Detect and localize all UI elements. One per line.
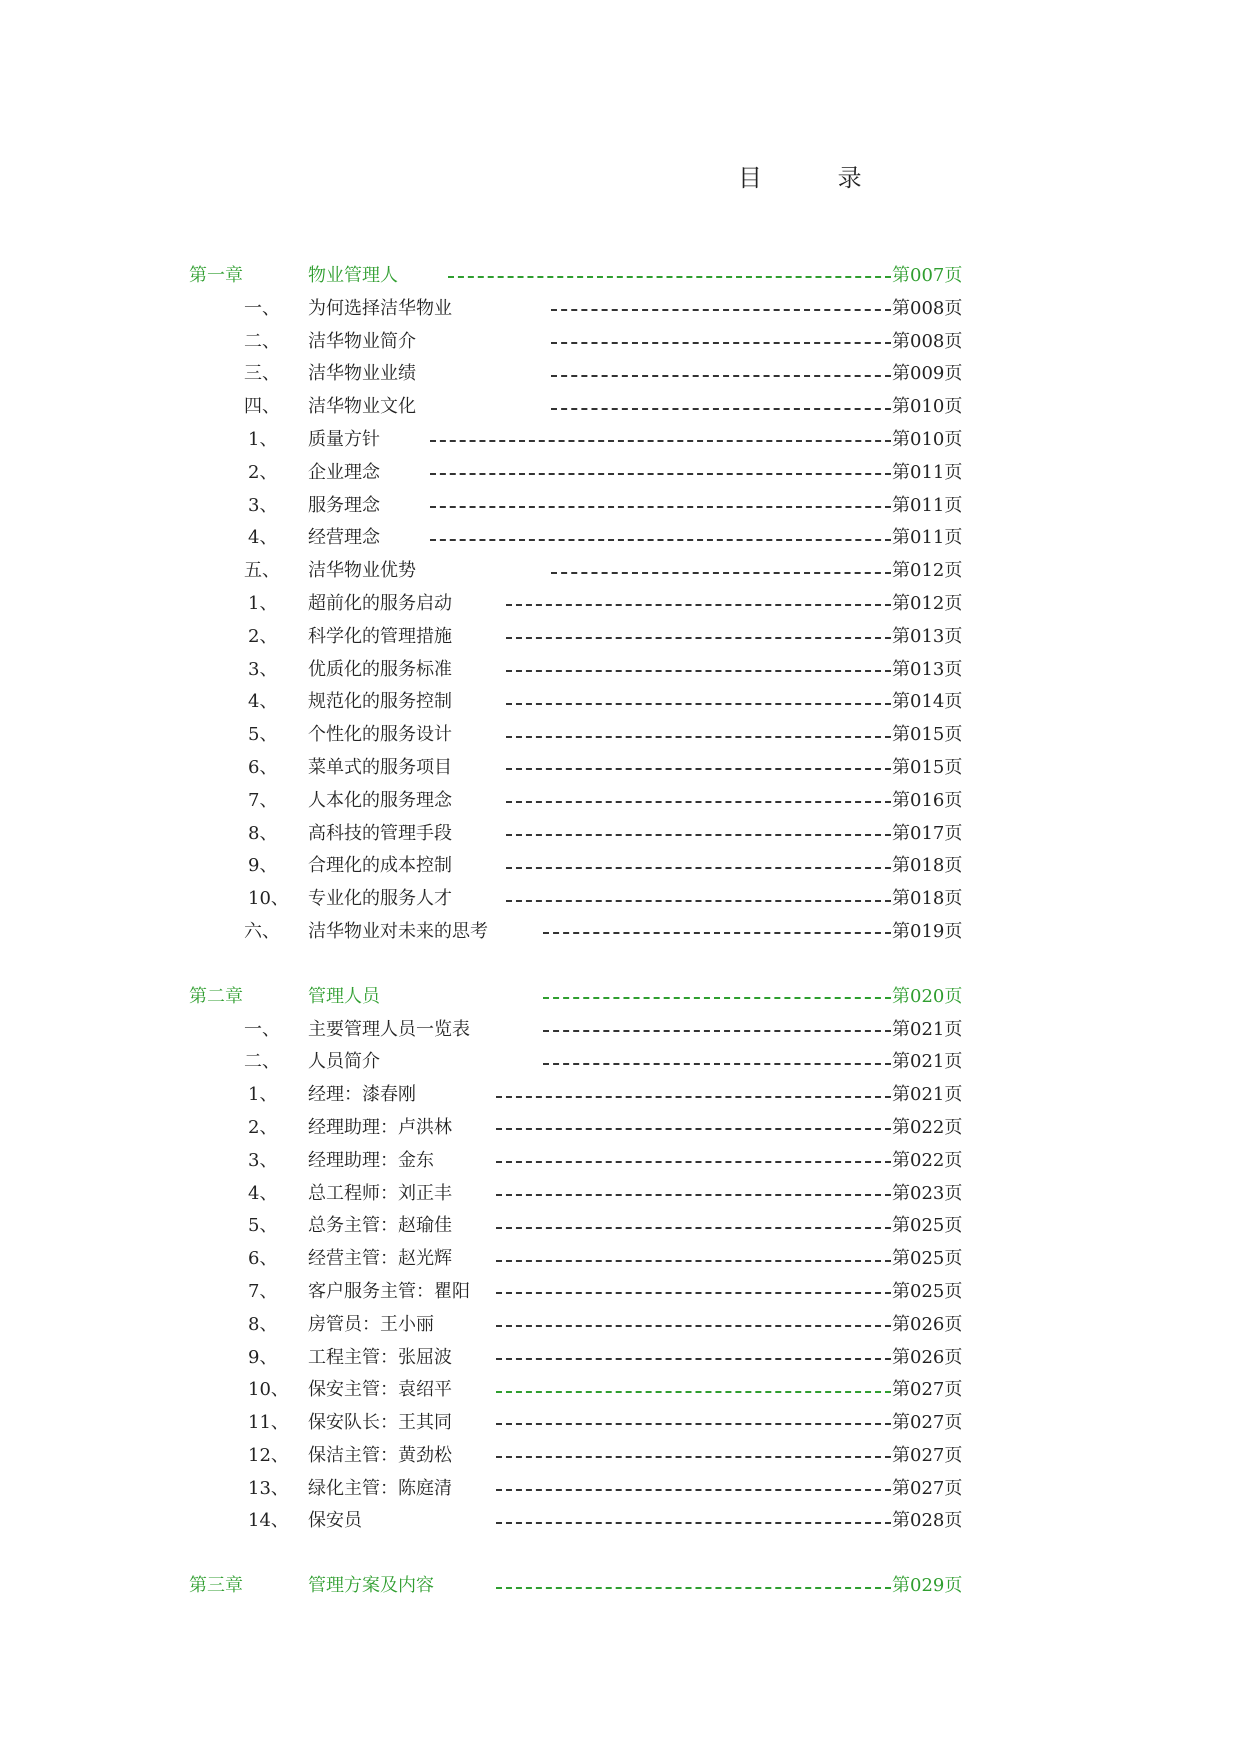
toc-entry-row[interactable] (0, 1309, 1241, 1342)
toc-entry-page: 第017页 (892, 822, 963, 844)
toc-dot-leader (551, 572, 891, 574)
toc-entry-number: 四、 (244, 396, 280, 418)
toc-entry-page: 第025页 (892, 1280, 963, 1302)
toc-entry-row[interactable] (0, 555, 1241, 588)
toc-entry-page: 第018页 (892, 855, 963, 877)
toc-entry-number: 3、 (248, 494, 278, 516)
toc-entry-page: 第027页 (892, 1412, 963, 1434)
toc-entry-number: 5、 (248, 1215, 278, 1237)
toc-entry-page: 第025页 (892, 1248, 963, 1270)
toc-entry-number: 4、 (248, 691, 278, 713)
toc-entry-title: 绿化主管：陈庭清 (308, 1477, 452, 1499)
toc-entry-number: 3、 (248, 1149, 278, 1171)
toc-dot-leader (496, 1161, 891, 1163)
toc-entry-number: 8、 (248, 822, 278, 844)
toc-dot-leader (551, 309, 891, 311)
toc-entry-title: 工程主管：张屈波 (308, 1346, 452, 1368)
toc-entry-row[interactable] (0, 1210, 1241, 1243)
toc-entry-row[interactable] (0, 621, 1241, 654)
toc-entry-page: 第025页 (892, 1215, 963, 1237)
toc-entry-page: 第016页 (892, 789, 963, 811)
toc-entry-title: 保安队长：王其同 (308, 1412, 452, 1434)
toc-entry-row[interactable] (0, 1276, 1241, 1309)
toc-entry-number: 一、 (244, 297, 280, 319)
toc-entry-number: 14、 (248, 1510, 289, 1532)
toc-chapter-row[interactable] (0, 260, 1241, 293)
toc-entry-page: 第019页 (892, 920, 963, 942)
toc-entry-row[interactable] (0, 1046, 1241, 1079)
toc-entry-row[interactable] (0, 293, 1241, 326)
toc-entry-row[interactable] (0, 1243, 1241, 1276)
toc-entry-page: 第008页 (892, 297, 963, 319)
toc-entry-page: 第022页 (892, 1116, 963, 1138)
toc-dot-leader (506, 801, 891, 803)
toc-entry-title: 企业理念 (308, 461, 380, 483)
toc-dot-leader (506, 703, 891, 705)
toc-entry-title: 客户服务主管：瞿阳 (308, 1280, 470, 1302)
toc-chapter-row[interactable] (0, 981, 1241, 1014)
toc-entry-page: 第012页 (892, 592, 963, 614)
toc-entry-page: 第007页 (892, 265, 963, 286)
toc-dot-leader (551, 342, 891, 344)
toc-entry-page: 第021页 (892, 1084, 963, 1106)
toc-entry-page: 第018页 (892, 888, 963, 910)
toc-entry-page: 第026页 (892, 1346, 963, 1368)
toc-dot-leader (506, 604, 891, 606)
toc-dot-leader (496, 1489, 891, 1491)
toc-entry-row[interactable] (0, 654, 1241, 687)
toc-entry-page: 第023页 (892, 1182, 963, 1204)
toc-entry-title: 合理化的成本控制 (308, 855, 452, 877)
toc-entry-row[interactable] (0, 424, 1241, 457)
toc-dot-leader (496, 1423, 891, 1425)
toc-entry-page: 第009页 (892, 363, 963, 385)
toc-entry-title: 人员简介 (308, 1051, 380, 1073)
toc-dot-leader (496, 1456, 891, 1458)
toc-entry-row[interactable] (0, 686, 1241, 719)
toc-entry-page: 第026页 (892, 1313, 963, 1335)
toc-entry-title: 总工程师：刘正丰 (308, 1182, 452, 1204)
toc-entry-page: 第022页 (892, 1149, 963, 1171)
toc-entry-number: 4、 (248, 527, 278, 549)
toc-entry-title: 规范化的服务控制 (308, 691, 452, 713)
toc-dot-leader (506, 900, 891, 902)
toc-dot-leader (543, 1063, 891, 1065)
toc-entry-row[interactable] (0, 1112, 1241, 1145)
toc-dot-leader (496, 1194, 891, 1196)
toc-entry-number: 12、 (248, 1444, 289, 1466)
toc-entry-title: 为何选择洁华物业 (308, 297, 452, 319)
toc-dot-leader (551, 408, 891, 410)
toc-entry-title: 个性化的服务设计 (308, 724, 452, 746)
toc-entry-row[interactable] (0, 785, 1241, 818)
toc-entry-number: 13、 (248, 1477, 289, 1499)
toc-entry-title: 保洁主管：黄劲松 (308, 1444, 452, 1466)
toc-entry-row[interactable] (0, 1145, 1241, 1178)
toc-entry-number: 3、 (248, 658, 278, 680)
toc-entry-number: 二、 (244, 1051, 280, 1073)
toc-entry-page: 第015页 (892, 756, 963, 778)
toc-dot-leader (506, 736, 891, 738)
toc-entry-row[interactable] (0, 1178, 1241, 1211)
toc-entry-row[interactable] (0, 457, 1241, 490)
toc-entry-number: 第二章 (189, 985, 243, 1007)
toc-entry-title: 洁华物业业绩 (308, 363, 416, 385)
toc-entry-row[interactable] (0, 916, 1241, 949)
toc-entry-title: 保安主管：袁绍平 (308, 1379, 452, 1401)
toc-entry-number: 9、 (248, 1346, 278, 1368)
toc-entry-row[interactable] (0, 1407, 1241, 1440)
toc-dot-leader (496, 1325, 891, 1327)
toc-dot-leader (506, 768, 891, 770)
toc-entry-row[interactable] (0, 850, 1241, 883)
toc-entry-number: 1、 (248, 592, 278, 614)
toc-dot-leader (551, 375, 891, 377)
toc-entry-number: 6、 (248, 1248, 278, 1270)
toc-entry-number: 五、 (244, 560, 280, 582)
toc-entry-number: 1、 (248, 428, 278, 450)
toc-entry-page: 第012页 (892, 560, 963, 582)
toc-dot-leader (496, 1391, 891, 1393)
toc-entry-number: 第一章 (189, 265, 243, 286)
toc-entry-number: 6、 (248, 756, 278, 778)
toc-entry-page: 第010页 (892, 428, 963, 450)
toc-entry-number: 7、 (248, 789, 278, 811)
toc-entry-title: 科学化的管理措施 (308, 625, 452, 647)
toc-entry-page: 第011页 (892, 527, 963, 549)
toc-dot-leader (506, 834, 891, 836)
toc-entry-row[interactable] (0, 1505, 1241, 1538)
toc-entry-page: 第008页 (892, 330, 963, 352)
toc-entry-number: 7、 (248, 1280, 278, 1302)
toc-entry-title: 洁华物业简介 (308, 330, 416, 352)
toc-dot-leader (496, 1260, 891, 1262)
toc-dot-leader (496, 1292, 891, 1294)
toc-entry-number: 六、 (244, 920, 280, 942)
toc-entry-row[interactable] (0, 358, 1241, 391)
toc-entry-page: 第015页 (892, 724, 963, 746)
toc-entry-row[interactable] (0, 490, 1241, 523)
toc-entry-number: 2、 (248, 625, 278, 647)
toc-entry-row[interactable] (0, 522, 1241, 555)
toc-entry-page: 第021页 (892, 1051, 963, 1073)
toc-dot-leader (543, 997, 891, 999)
toc-entry-title: 经理助理：卢洪林 (308, 1116, 452, 1138)
toc-dot-leader (543, 1030, 891, 1032)
toc-heading: 目 录 (738, 164, 896, 192)
toc-entry-title: 洁华物业对未来的思考 (308, 920, 488, 942)
toc-dot-leader (448, 276, 891, 278)
toc-entry-number: 8、 (248, 1313, 278, 1335)
toc-entry-title: 质量方针 (308, 428, 380, 450)
toc-entry-number: 三、 (244, 363, 280, 385)
toc-entry-number: 10、 (248, 888, 289, 910)
toc-entry-page: 第010页 (892, 396, 963, 418)
toc-entry-row[interactable] (0, 391, 1241, 424)
toc-entry-title: 人本化的服务理念 (308, 789, 452, 811)
toc-dot-leader (496, 1128, 891, 1130)
toc-dot-leader (430, 506, 891, 508)
toc-entry-page: 第014页 (892, 691, 963, 713)
toc-entry-row[interactable] (0, 1473, 1241, 1506)
toc-entry-title: 总务主管：赵瑜佳 (308, 1215, 452, 1237)
toc-entry-title: 经理助理：金东 (308, 1149, 434, 1171)
toc-entry-page: 第028页 (892, 1510, 963, 1532)
toc-dot-leader (506, 637, 891, 639)
toc-entry-row[interactable] (0, 883, 1241, 916)
toc-dot-leader (496, 1096, 891, 1098)
toc-entry-title: 保安员 (308, 1510, 362, 1532)
toc-entry-page: 第027页 (892, 1444, 963, 1466)
toc-entry-row[interactable] (0, 1079, 1241, 1112)
toc-entry-page: 第013页 (892, 658, 963, 680)
toc-entry-title: 高科技的管理手段 (308, 822, 452, 844)
toc-entry-title: 洁华物业优势 (308, 560, 416, 582)
toc-entry-title: 主要管理人员一览表 (308, 1018, 470, 1040)
toc-entry-row[interactable] (0, 1440, 1241, 1473)
toc-entry-number: 第三章 (189, 1575, 243, 1597)
toc-dot-leader (496, 1587, 891, 1589)
toc-entry-row[interactable] (0, 752, 1241, 785)
toc-entry-page: 第027页 (892, 1477, 963, 1499)
table-of-contents (0, 260, 1241, 1603)
toc-entry-title: 经理：漆春刚 (308, 1084, 416, 1106)
toc-entry-title: 物业管理人 (308, 265, 398, 286)
toc-entry-title: 管理人员 (308, 985, 380, 1007)
toc-entry-title: 服务理念 (308, 494, 380, 516)
toc-entry-number: 9、 (248, 855, 278, 877)
toc-entry-title: 优质化的服务标准 (308, 658, 452, 680)
toc-dot-leader (496, 1358, 891, 1360)
toc-dot-leader (496, 1522, 891, 1524)
toc-entry-number: 10、 (248, 1379, 289, 1401)
toc-entry-row[interactable] (0, 818, 1241, 851)
toc-dot-leader (506, 867, 891, 869)
toc-entry-row[interactable] (0, 1374, 1241, 1407)
toc-dot-leader (430, 473, 891, 475)
toc-entry-title: 专业化的服务人才 (308, 888, 452, 910)
toc-entry-title: 菜单式的服务项目 (308, 756, 452, 778)
toc-entry-row[interactable] (0, 1342, 1241, 1375)
toc-entry-title: 经营主管：赵光辉 (308, 1248, 452, 1270)
toc-entry-page: 第027页 (892, 1379, 963, 1401)
toc-entry-number: 一、 (244, 1018, 280, 1040)
toc-entry-page: 第011页 (892, 494, 963, 516)
toc-entry-title: 房管员：王小丽 (308, 1313, 434, 1335)
toc-entry-page: 第011页 (892, 461, 963, 483)
toc-entry-number: 4、 (248, 1182, 278, 1204)
toc-entry-number: 5、 (248, 724, 278, 746)
toc-entry-number: 2、 (248, 461, 278, 483)
toc-dot-leader (430, 440, 891, 442)
toc-dot-leader (430, 539, 891, 541)
toc-entry-row[interactable] (0, 588, 1241, 621)
toc-entry-title: 经营理念 (308, 527, 380, 549)
toc-entry-page: 第013页 (892, 625, 963, 647)
toc-entry-number: 二、 (244, 330, 280, 352)
toc-dot-leader (543, 932, 891, 934)
toc-dot-leader (496, 1227, 891, 1229)
toc-entry-number: 1、 (248, 1084, 278, 1106)
toc-entry-page: 第029页 (892, 1575, 963, 1597)
toc-entry-title: 洁华物业文化 (308, 396, 416, 418)
toc-entry-page: 第021页 (892, 1018, 963, 1040)
toc-entry-row[interactable] (0, 1014, 1241, 1047)
toc-entry-number: 11、 (248, 1412, 289, 1434)
toc-chapter-row[interactable] (0, 1570, 1241, 1603)
toc-dot-leader (506, 670, 891, 672)
toc-entry-number: 2、 (248, 1116, 278, 1138)
toc-entry-row[interactable] (0, 719, 1241, 752)
toc-entry-title: 超前化的服务启动 (308, 592, 452, 614)
toc-entry-title: 管理方案及内容 (308, 1575, 434, 1597)
toc-entry-page: 第020页 (892, 985, 963, 1007)
toc-entry-row[interactable] (0, 326, 1241, 359)
